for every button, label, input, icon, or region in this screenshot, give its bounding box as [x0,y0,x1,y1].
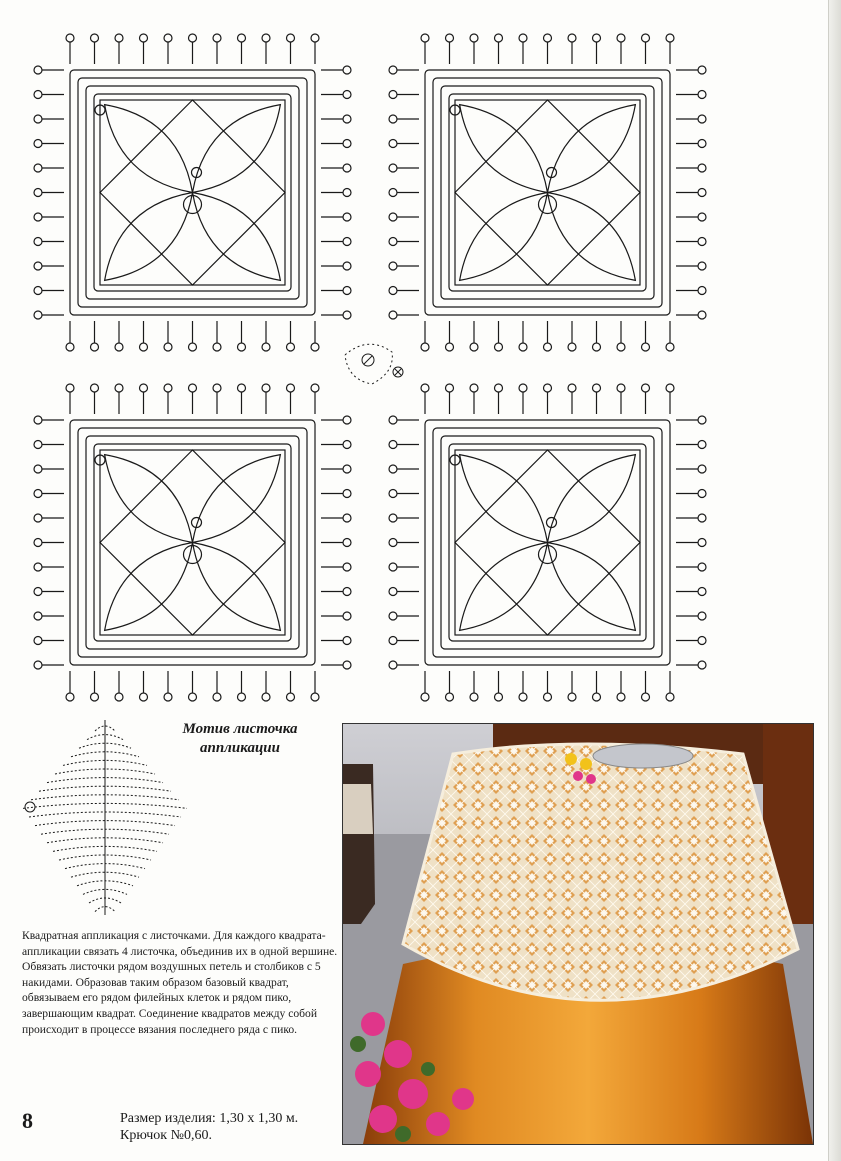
page-number: 8 [22,1108,33,1133]
motif-square [389,384,706,701]
product-specs [120,1110,298,1144]
motif-square [34,384,351,701]
hook-spec: Крючок №0,60. [120,1128,212,1143]
motif-title-line1: Мотив листочка [182,721,298,737]
motif-square [389,34,706,351]
size-spec: Размер изделия: 1,30 х 1,30 м. [120,1111,299,1126]
motif-square [34,34,351,351]
motif-title [150,720,330,758]
tablecloth-photo [342,723,814,1145]
motif-title-line2: аппликации [200,740,280,756]
pattern-description: Квадратная аппликация с листочками. Для каждого квадрата-аппликации связать 4 листочка, объединив их в одной вершине. Обвязать листочки рядом воздушных петель и столбиков с 5 накидами. Образовав таким образом базовый квадрат, обвязываем его рядом филейных клеток и рядом пико, завершающим квадрат. Соединение квадратов между собой происходит в процессе вязания последнего ряда с пико. [22,929,338,1036]
